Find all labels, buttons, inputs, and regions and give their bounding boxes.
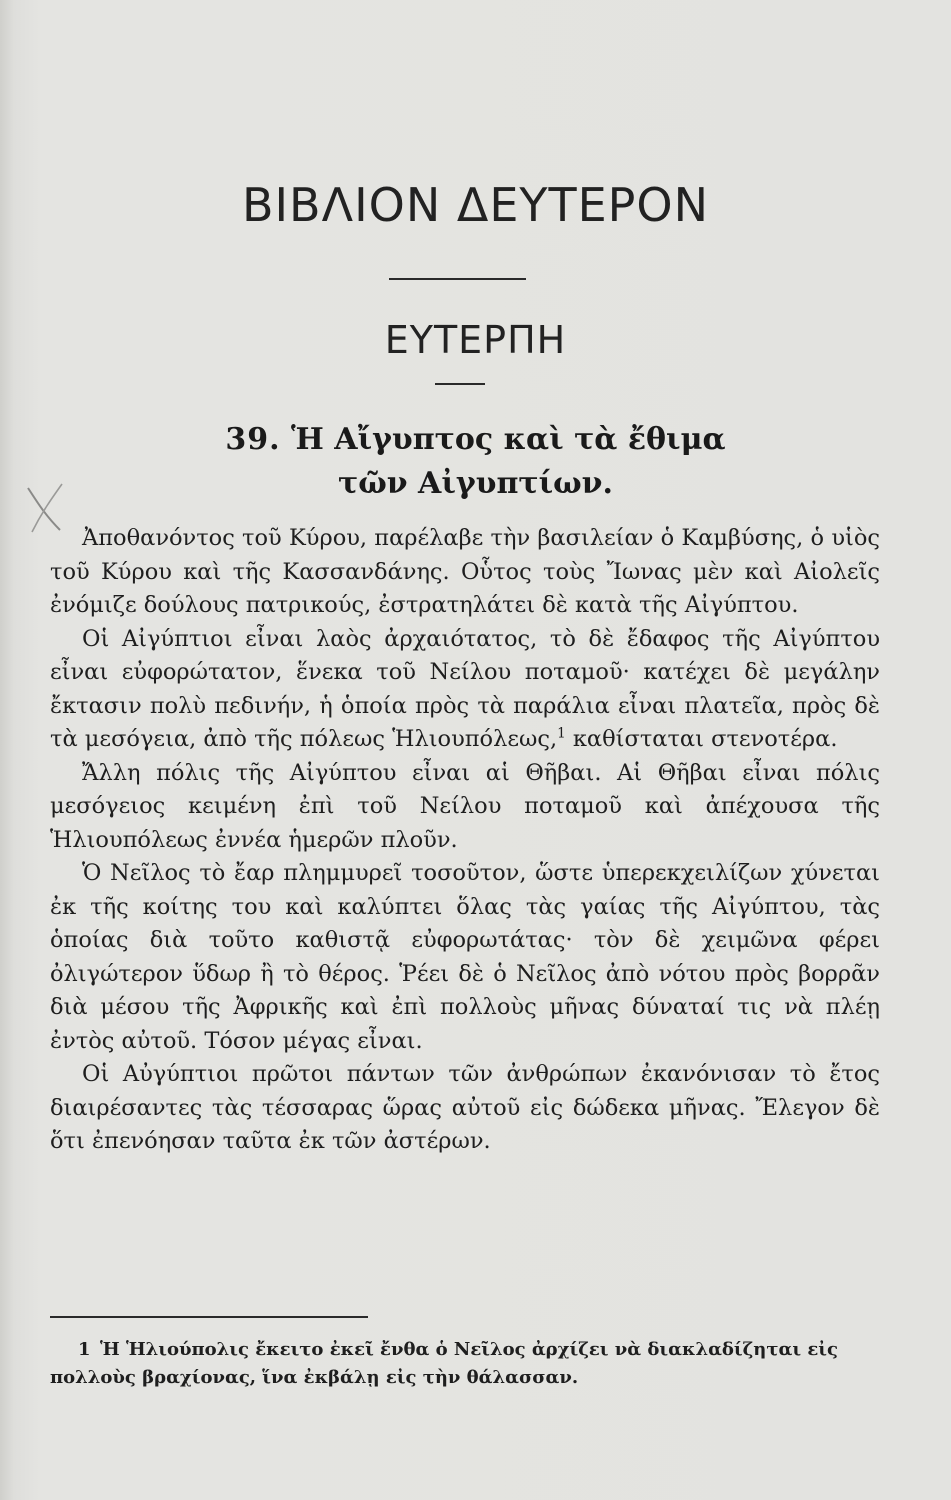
chapter-title-line2: τῶν Αἰγυπτίων. [338,466,613,501]
footnote [50,1336,888,1392]
title-rule [389,278,526,280]
paragraph [50,1058,880,1159]
subtitle-rule [435,383,485,385]
footnote-marker: 1 [78,1339,91,1360]
paragraph [50,757,880,858]
footnote-rule [50,1316,368,1318]
paragraph-text: καθίσταται στενοτέρα. [572,726,838,752]
footnote-reference: 1 [557,725,566,742]
body-text [50,522,880,1159]
paragraph-text: Οἱ Αὐγύπτιοι πρῶτοι πάντων τῶν ἀνθρώπων ἐκανόνισαν τὸ ἔτος διαιρέσαντες τὰς τέσσαρας ὥρας αὐτοῦ εἰς δώδεκα μῆνας. Ἔλεγον δὲ ὅτι ἐπενόησαν ταῦτα ἐκ τῶν ἀστέρων. [50,1061,880,1154]
paragraph [50,857,880,1058]
chapter-heading-line1 [0,418,951,462]
paragraph [50,522,880,623]
paragraph [50,623,880,757]
footnote-text: Ἡ Ἡλιούπολις ἔκειτο ἐκεῖ ἔνθα ὁ Νεῖλος ἀρχίζει νὰ διακλαδίζηται εἰς πολλοὺς βραχίονας, ἵνα ἐκβάλῃ εἰς τὴν θάλασσαν. [50,1339,838,1388]
paragraph-text: Ἀποθανόντος τοῦ Κύρου, παρέλαβε τὴν βασιλείαν ὁ Καμβύσης, ὁ υἱὸς τοῦ Κύρου καὶ τῆς Κασσανδάνης. Οὗτος τοὺς Ἴωνας μὲν καὶ Αἰολεῖς ἐνόμιζε δούλους πατρικούς, ἐστρατηλάτει δὲ κατὰ τῆς Αἰγύπτου. [50,525,880,618]
chapter-number: 39. [225,422,281,457]
chapter-heading [0,418,951,506]
paragraph-text: Ἄλλη πόλις τῆς Αἰγύπτου εἶναι αἱ Θῆβαι. Αἱ Θῆβαι εἶναι πόλις μεσόγειος κειμένη ἐπὶ τοῦ Νείλου ποταμοῦ καὶ ἀπέχουσα τῆς Ἡλιουπόλεως ἐννέα ἡμερῶν πλοῦν. [50,759,880,853]
book-title: ΒΙΒΛΙΟΝ ΔΕΥΤΕΡΟΝ [241,178,710,232]
paragraph-text: Ὁ Νεῖλος τὸ ἔαρ πλημμυρεῖ τοσοῦτον, ὥστε ὑπερεκχειλίζων χύνεται ἐκ τῆς κοίτης του καὶ καλύπτει ὅλας τὰς γαίας τῆς Αἰγύπτου, τὰς ὁποίας διὰ τοῦτο καθιστᾷ εὐφορωτάτας· τὸν δὲ χειμῶνα φέρει ὀλιγώτερον ὕδωρ ἢ τὸ θέρος. Ῥέει δὲ ὁ Νεῖλος ἀπὸ νότου πρὸς βορρᾶν διὰ μέσου τῆς Ἀφρικῆς καὶ ἐπὶ πολλοὺς μῆνας δύναταί τις νὰ πλέῃ ἐντὸς αὐτοῦ. Τόσον μέγας εἶναι. [50,860,880,1054]
sub-title: ΕΥΤΕΡΠΗ [384,318,567,362]
paragraph-text: Οἱ Αἰγύπτιοι εἶναι λαὸς ἀρχαιότατος, τὸ δὲ ἔδαφος τῆς Αἰγύπτου εἶναι εὐφορώτατον, ἕνεκα τοῦ Νείλου ποταμοῦ· κατέχει δὲ μεγάλην ἔκτασιν πολὺ πεδινήν, ἡ ὁποία πρὸς τὰ παράλια εἶναι πλατεῖα, πρὸς δὲ τὰ μεσόγεια, ἀπὸ τῆς πόλεως Ἡλιουπόλεως, [50,625,880,752]
chapter-title-line1: Ἡ Αἴγυπτος καὶ τὰ ἔθιμα [291,422,726,457]
